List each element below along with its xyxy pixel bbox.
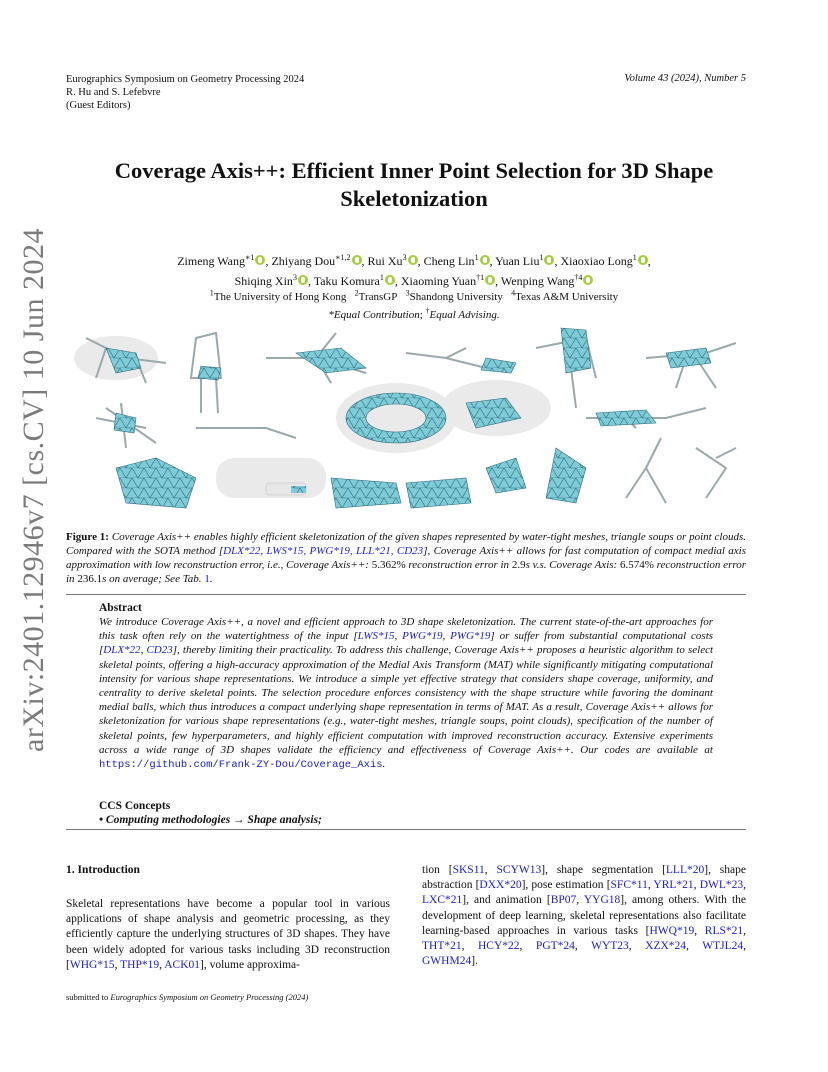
affiliation-name: Shandong University (409, 291, 503, 303)
caption-value-time-base: 236.1 (77, 573, 103, 585)
intro-cite[interactable]: LXC*21 (422, 894, 463, 907)
author-name: Yuan Liu (495, 254, 540, 268)
orcid-icon[interactable] (298, 275, 308, 285)
intro-cite[interactable]: GWHM24 (422, 955, 472, 968)
intro-cite[interactable]: XZX*24 (645, 940, 687, 953)
caption-cite[interactable]: CD23 (396, 545, 424, 557)
bicycle-mesh (196, 428, 296, 438)
affiliation-mark: 2 (354, 288, 359, 298)
author-affiliation-mark: †4 (574, 273, 583, 282)
intro-cite[interactable]: BP07 (550, 894, 577, 907)
intro-cite[interactable]: ACK01 (164, 958, 200, 971)
caption-text-4: s v.s. Coverage Axis: (525, 559, 620, 571)
author-name: Zimeng Wang (177, 254, 246, 268)
authors-line1: Zimeng Wang$^{∗1}$ , Zhiyang Dou$^{∗1,2}$ , Rui Xu$^3$ , Cheng Lin$^1$ , Yuan Liu$^1$ , Xiaoxiao Long$^1$ , (177, 253, 651, 268)
caption-label: Figure 1: (66, 531, 109, 543)
intro-cite[interactable]: HCY*22 (478, 940, 520, 953)
equal-contribution: *Equal Contribution (328, 309, 420, 321)
paper-title-line1: Coverage Axis++: Efficient Inner Point Selection for 3D Shape (114, 158, 714, 183)
footer-venue: Eurographics Symposium on Geometry Processing (2024) (110, 992, 309, 1002)
intro-cite[interactable]: SKS11 (452, 864, 485, 876)
intro-cite[interactable]: RLS*21 (704, 924, 744, 937)
author-name: Zhiyang Dou (271, 254, 336, 268)
intro-cite[interactable]: THT*21 (422, 940, 462, 953)
bird-mesh (486, 458, 526, 493)
bug-mesh (696, 448, 736, 498)
author-name: Xiaoming Yuan (400, 274, 477, 288)
intro-right-text-3: ], shape abstraction [ (422, 864, 746, 892)
caption-value-error-ours: 5.362% (371, 559, 406, 571)
header-editors: R. Hu and S. Lefebvre (66, 87, 161, 98)
caption-cite[interactable]: LWS*15 (266, 545, 304, 557)
author-affiliation-mark: 3 (292, 273, 297, 282)
intro-cite[interactable]: WHG*15 (69, 958, 115, 971)
orcid-icon[interactable] (480, 255, 490, 265)
hand-mesh (116, 458, 196, 508)
affiliations (0, 288, 828, 303)
paper-title-line2: Skeletonization (340, 186, 488, 211)
page-footer (66, 992, 308, 1002)
affiliation-name: The University of Hong Kong (213, 291, 347, 303)
author-affiliation-mark: 1 (474, 253, 479, 262)
orcid-icon[interactable] (544, 255, 554, 265)
abstract-text-3: ], thereby limiting their practicality. To address this challenge, Coverage Axis++ proposes a heuristic algorithm to select skeletal points, offering a high-accuracy approximation of the Medial Axis Transform (MAT) while significantly mitigating computational intensity for various shape representations. We introduce a simple yet effective strategy that considers shape coverage, uniformity, and centrality to derive skeletal points. The selection procedure enforces consistency with the shape structure while favoring the dominant medial balls, which thus introduces a compact underlying shape representation in terms of MAT. As a result, Coverage Axis++ allows for skeletonization for various shape representations (e.g., water-tight meshes, triangle soups, point clouds), specification of the number of skeletal points, few hyperparameters, and highly efficient computation with improved reconstruction accuracy. Extensive experiments across a wide range of 3D shapes validate the efficiency and effectiveness of Coverage Axis++. Our codes are available at (99, 644, 714, 756)
fish-small-body (596, 410, 656, 426)
arxiv-stamp: arXiv:2401.12946v7 [cs.CV] 10 Jun 2024 (17, 228, 50, 752)
orcid-icon[interactable] (255, 255, 265, 265)
caption-text-1: Coverage Axis++ enables highly efficient skeletonization of the given shapes represented by water-tight meshes, triangle soups or point clouds. Compared with the SOTA method [ (66, 531, 747, 557)
abstract-text-1: We introduce Coverage Axis++, a novel and efficient approach to 3D shape skeletonization. The current state-of-the-art approaches for this task often rely on the watertightness of the input [ (99, 616, 713, 643)
teaser-figure (66, 318, 746, 520)
abstract-cite[interactable]: CD23 (146, 644, 173, 657)
author-affiliation-mark: 1 (539, 253, 544, 262)
intro-right-text-2: ], shape segmentation [ (541, 864, 666, 876)
author-affiliation-mark: 1 (379, 273, 384, 282)
dagger-mark: † (425, 306, 430, 316)
author-affiliation-mark: ∗1,2 (335, 253, 351, 262)
abstract-cite[interactable]: PWG*19 (450, 630, 491, 643)
abstract-cite[interactable]: DLX*22 (103, 644, 141, 657)
intro-right-text-5: ], and animation [ (462, 894, 551, 907)
intro-cite[interactable]: HWQ*19 (649, 924, 695, 937)
caption-cite[interactable]: PWG*19 (309, 545, 350, 557)
lizard-body (666, 348, 711, 368)
ccs-heading: CCS Concepts (99, 800, 171, 812)
author-name: Shiqing Xin (234, 274, 293, 288)
intro-cite[interactable]: DXX*20 (479, 879, 522, 892)
author-name: Cheng Lin (423, 254, 475, 268)
affiliation-mark: 4 (511, 288, 516, 298)
orcid-icon[interactable] (583, 275, 593, 285)
intro-right-text-1: tion [ (422, 864, 453, 876)
author-name: Wenping Wang (500, 274, 575, 288)
authors-line2: Shiqing Xin$^3$ , Taku Komura$^1$ , Xiaoming Yuan$^{\dagger 1}$ , Wenping Wang$^{\dagger 4}$ (0, 272, 828, 290)
author-name: Rui Xu (367, 254, 403, 268)
affiliation-mark: 3 (405, 288, 410, 298)
ccs-item: • Computing methodologies → Shape analysis; (99, 814, 322, 826)
caption-value-time-ours: 2.9 (511, 559, 526, 571)
chair-seat (198, 366, 221, 380)
orcid-icon[interactable] (408, 255, 418, 265)
swing-body (561, 328, 591, 373)
abstract-body: We introduce Coverage Axis++, a novel and efficient approach to 3D shape skeletonization. The current state-of-the-art approaches for this task often rely on the watertightness of the input [LWS*15, PWG*19, PWG*19] or suffer from substantial computational costs [DLX*22, CD23], thereby limiting their practicality. To address this challenge, Coverage Axis++ proposes a heuristic algorithm to select skeletal points, offering a high-accuracy approximation of the Medial Axis Transform (MAT) while significantly mitigating computational intensity for various shape representations. We introduce a simple yet effective strategy that considers shape coverage, uniformity, and centrality to derive skeletal points. The selection procedure enforces consistency with the shape structure while favoring the dominant medial balls, which thus introduces a compact underlying shape representation in terms of MAT. As a result, Coverage Axis++ allows for skeletonization for various shape representations (e.g., water-tight meshes, triangle soups, point clouds), specification of the number of skeletal points, few hyperparameters, and highly efficient computation with improved reconstruction accuracy. Extensive experiments across a wide range of 3D shapes validate the efficiency and effectiveness of Coverage Axis++. Our codes are available at https://github.com/Frank-ZY-Dou/Coverage_Axis. (99, 616, 714, 772)
figure-caption: Figure 1: Coverage Axis++ enables highly efficient skeletonization of the given shapes represented by water-tight meshes, triangle soups or point clouds. Compared with the SOTA method [DLX*22, LWS*15, PWG*19, LLL*21, CD23], Coverage Axis++ allows for fast computation of compact medial axis approximation with low reconstruction error, i.e., Coverage Axis++: 5.362% reconstruction error in 2.9s v.s. Coverage Axis: 6.574% reconstruction error in 236.1s on average; See Tab. 1. (66, 531, 747, 585)
author-affiliation-mark: 3 (402, 253, 407, 262)
header-guest: (Guest Editors) (66, 100, 131, 111)
code-url-link[interactable]: https://github.com/Frank-ZY-Dou/Coverage_Axis (99, 759, 383, 772)
intro-cite[interactable]: PGT*24 (535, 940, 575, 953)
rounded-box-inner (291, 486, 306, 493)
abstract-bottom-rule (66, 829, 746, 830)
deer-mesh (626, 438, 666, 503)
glasses-left (331, 478, 401, 508)
caption-text-3: reconstruction error in (405, 559, 512, 571)
rabbit-mesh (546, 448, 586, 503)
orcid-icon[interactable] (352, 255, 362, 265)
author-affiliation-mark: †1 (476, 273, 485, 282)
caption-text-5: reconstruction error in (66, 559, 746, 585)
abstract-top-rule (66, 594, 746, 595)
equal-advising: Equal Advising. (429, 309, 500, 321)
caption-text-2: ], Coverage Axis++ allows for fast computation of compact medial axis approximation with low reconstruction error, i.e., Coverage Axis++: (66, 545, 747, 571)
intro-right-text-7: ]. (471, 955, 478, 968)
affiliation-mark: 1 (209, 288, 214, 298)
intro-cite[interactable]: SFC*11 (610, 879, 648, 892)
caption-text-7: . (209, 573, 213, 585)
author-affiliation-mark: ∗1 (245, 253, 255, 262)
spider-body (114, 413, 136, 433)
intro-cite[interactable]: YYG18 (583, 894, 621, 907)
footer-prefix: submitted to (66, 992, 111, 1002)
intro-right-text-4: ], pose estimation [ (521, 879, 611, 892)
intro-cite[interactable]: WYT23 (591, 940, 629, 953)
table-ref[interactable]: 1 (204, 573, 210, 585)
glasses-right (406, 478, 471, 508)
intro-cite[interactable]: THP*19 (120, 958, 160, 971)
intro-left-column: Skeletal representations have become a popular tool in various applications of shape analysis and geometric processing, as they efficiently capture the underlying structures of 3D shapes. They have been widely adopted for various tasks including 3D reconstruction [WHG*15, THP*19, ACK01], volume approxima- (66, 898, 390, 971)
section-heading-introduction: 1. Introduction (66, 864, 140, 876)
branch-mesh (406, 348, 486, 368)
abstract-text-4: . (382, 758, 386, 771)
caption-cite[interactable]: LLL*21 (355, 545, 391, 557)
affiliation-name: TransGP (358, 291, 398, 303)
caption-cite[interactable]: DLX*22 (223, 545, 261, 557)
abstract-text-2: ] or suffer from substantial computational costs [ (99, 630, 714, 657)
intro-cite[interactable]: SCYW13 (496, 864, 542, 876)
branch-tip (481, 358, 516, 373)
orcid-icon[interactable] (485, 275, 495, 285)
intro-cite[interactable]: YRL*21 (653, 879, 694, 892)
header-venue: Eurographics Symposium on Geometry Processing 2024 (66, 74, 305, 85)
orcid-icon[interactable] (638, 255, 648, 265)
intro-cite[interactable]: WTJL24 (702, 940, 744, 953)
header-volume: Volume 43 (2024), Number 5 (624, 73, 746, 84)
affiliation-name: Texas A&M University (515, 291, 619, 303)
intro-cite[interactable]: LLL*20 (665, 864, 705, 876)
abstract-cite[interactable]: LWS*15 (357, 630, 395, 643)
intro-cite[interactable]: DWL*23 (699, 879, 744, 892)
intro-right-text-6: ], among others. With the development of deep learning, skeletal representations also facilitate learning-based approaches in various tasks [ (422, 894, 747, 937)
caption-value-error-base: 6.574% (619, 559, 654, 571)
caption-text-6: s on average; See Tab. (102, 573, 205, 585)
author-name: Taku Komura (313, 274, 380, 288)
intro-right-column: tion [SKS11, SCYW13], shape segmentation [LLL*20], shape abstraction [DXX*20], pose estimation [SFC*11, YRL*21, DWL*23, LXC*21], and animation [BP07, YYG18], among others. With the development of deep learning, skeletal representations also facilitate learning-based approaches in various tasks [HWQ*19, RLS*21, THT*21, HCY*22, PGT*24, WYT23, XZX*24, WTJL24, GWHM24]. (422, 864, 747, 968)
abstract-heading: Abstract (99, 602, 142, 614)
equal-sep: ; (419, 309, 426, 321)
orcid-icon[interactable] (385, 275, 395, 285)
author-name: Xiaoxiao Long (560, 254, 633, 268)
intro-left-text-2: ], volume approxima- (200, 958, 300, 971)
fish-body (296, 348, 366, 373)
author-affiliation-mark: 1 (632, 253, 637, 262)
abstract-cite[interactable]: PWG*19 (402, 630, 443, 643)
intro-left-text-1: Skeletal representations have become a popular tool in various applications of shape analysis and geometric processing, as they efficiently capture the underlying structures of 3D shapes. They have been widely adopted for various tasks including 3D reconstruction [ (66, 898, 390, 971)
